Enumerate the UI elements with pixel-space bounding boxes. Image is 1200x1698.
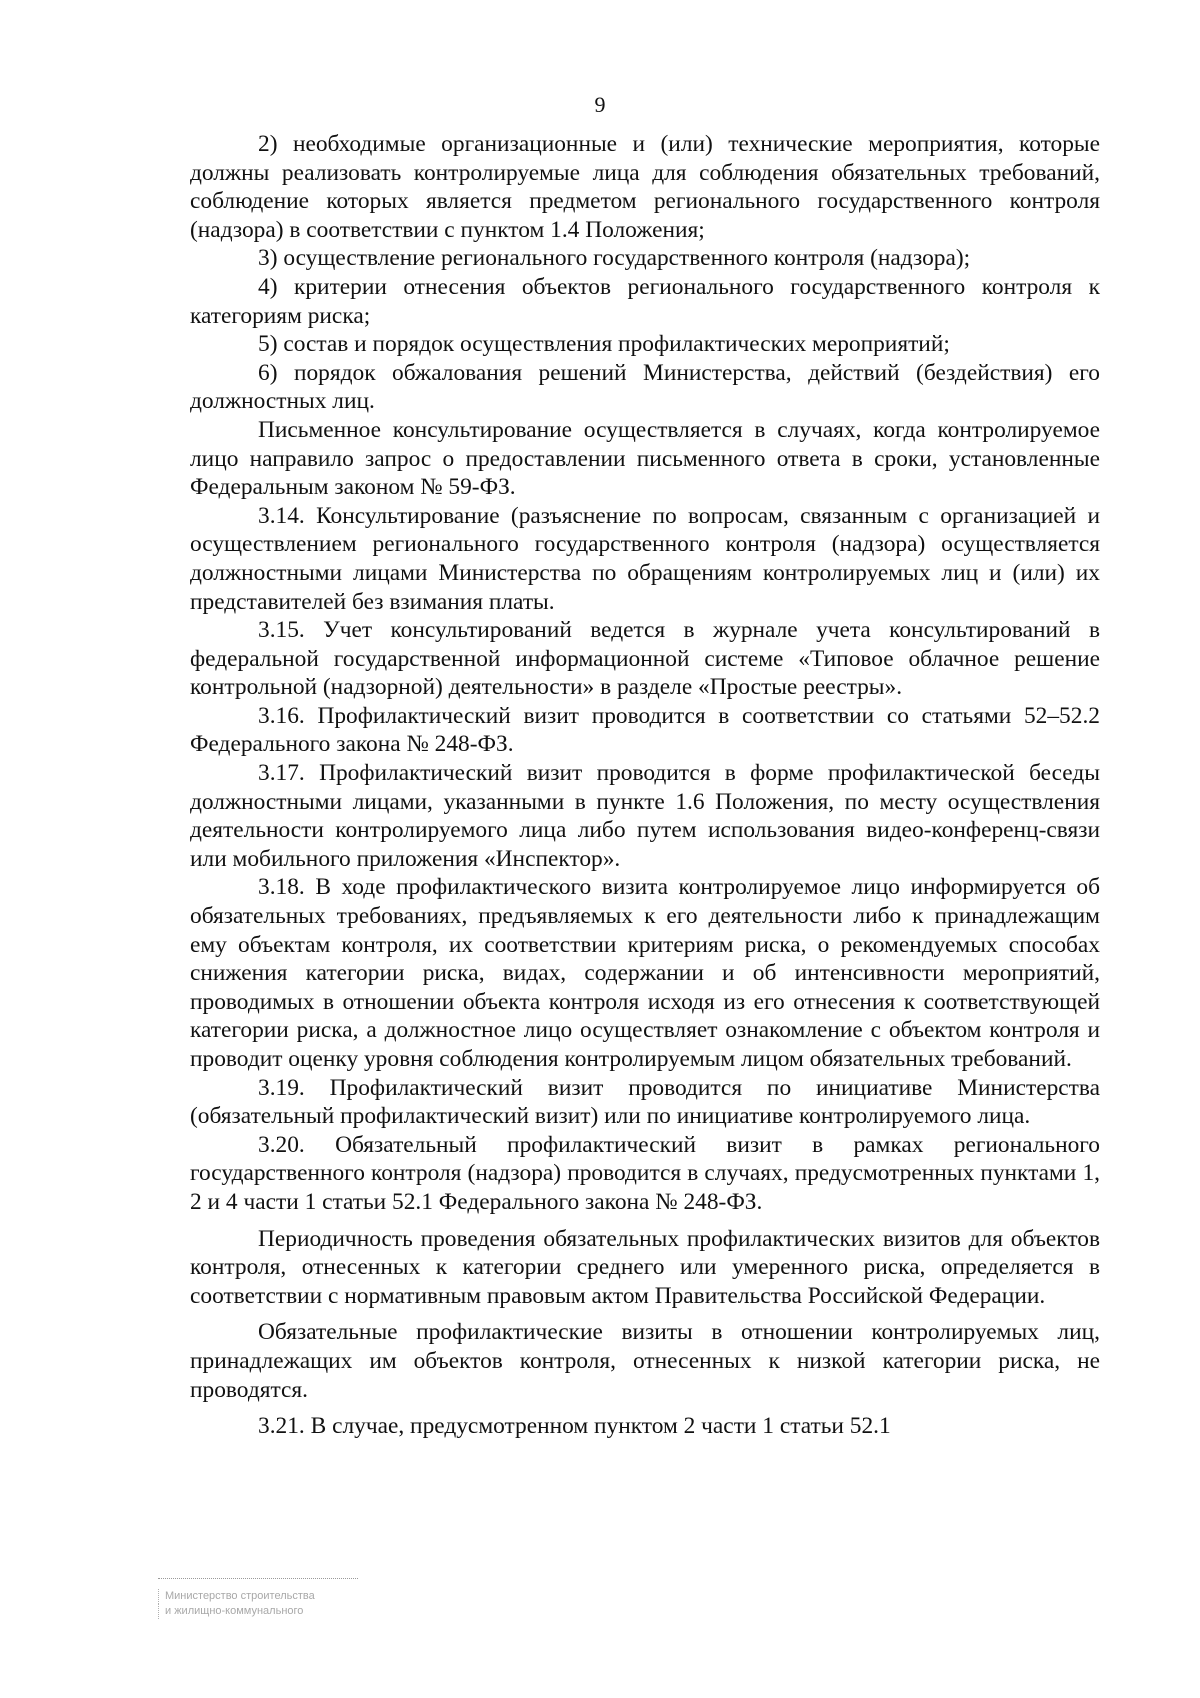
paragraph: 3.18. В ходе профилактического визита контролируемое лицо информируется об обязательных требованиях, предъявляемых к его деятельности либо к принадлежащим ему объектам контроля, их соответствии критериям риска, о рекомендуемых способах снижения категории риска, видах, содержании и об интенсивности мероприятий, проводимых в отношении объекта контроля исходя из его отнесения к соответствующей категории риска, а должностное лицо осуществляет ознакомление с объектом контроля и проводит оценку уровня соблюдения контролируемым лицом обязательных требований. xyxy=(190,874,1100,1072)
paragraph: 3) осуществление регионального государственного контроля (надзора); xyxy=(258,245,971,272)
paragraph: 3.20. Обязательный профилактический визит в рамках регионального государственного контроля (надзора) проводится в случаях, предусмотренных пунктами 1, 2 и 4 части 1 статьи 52.1 Федерального закона № 248-ФЗ. xyxy=(190,1131,1100,1215)
paragraph: 3.16. Профилактический визит проводится в соответствии со статьями 52–52.2 Федерального закона № 248-ФЗ. xyxy=(190,702,1100,758)
paragraph: 3.15. Учет консультирований ведется в журнале учета консультирований в федеральной государственной информационной системе «Типовое облачное решение контрольной (надзорной) деятельности» в разделе «Простые реестры». xyxy=(190,617,1100,701)
paragraph: Письменное консультирование осуществляется в случаях, когда контролируемое лицо направило запрос о предоставлении письменного ответа в сроки, установленные Федеральным законом № 59-ФЗ. xyxy=(190,416,1100,501)
stamp-line: Министерство строительства xyxy=(158,1589,368,1604)
paragraph: 2) необходимые организационные и (или) технические мероприятия, которые должны реализовать контролируемые лица для соблюдения обязательных требований, соблюдение которых является предметом регионального государственного контроля (надзора) в соответствии с пунктом 1.4 Положения; xyxy=(190,131,1100,243)
paragraph: Обязательные профилактические визиты в отношении контролируемых лиц, принадлежащих им объектов контроля, отнесенных к низкой категории риска, не проводятся. xyxy=(190,1319,1100,1403)
paragraph: 6) порядок обжалования решений Министерства, действий (бездействия) его должностных лиц. xyxy=(190,359,1100,415)
paragraph: 3.14. Консультирование (разъяснение по вопросам, связанным с организацией и осуществлением регионального государственного контроля (надзора) осуществляется должностными лицами Министерства по обращениям контролируемых лиц и (или) их представителей без взимания платы. xyxy=(190,502,1100,615)
document-body xyxy=(190,130,1100,1441)
paragraph: 3.21. В случае, предусмотренном пунктом 2 части 1 статьи 52.1 xyxy=(258,1413,891,1440)
paragraph: 3.19. Профилактический визит проводится по инициативе Министерства (обязательный профилактический визит) или по инициативе контролируемого лица. xyxy=(190,1074,1100,1130)
stamp-line: и жилищно-коммунального xyxy=(158,1604,368,1619)
paragraph: 4) критерии отнесения объектов регионального государственного контроля к категориям риска; xyxy=(190,273,1100,329)
page-number: 9 xyxy=(594,92,606,117)
paragraph: 5) состав и порядок осуществления профилактических мероприятий; xyxy=(258,331,950,358)
stamp-border xyxy=(158,1578,358,1579)
paragraph: Периодичность проведения обязательных профилактических визитов для объектов контроля, отнесенных к категории среднего или умеренного риска, определяется в соответствии с нормативным правовым актом Правительства Российской Федерации. xyxy=(190,1225,1100,1309)
electronic-signature-stamp xyxy=(158,1578,368,1668)
paragraph: 3.17. Профилактический визит проводится в форме профилактической беседы должностными лицами, указанными в пункте 1.6 Положения, по месту осуществления деятельности контролируемого лица либо путем использования видео-конференц-связи или мобильного приложения «Инспектор». xyxy=(190,760,1100,872)
